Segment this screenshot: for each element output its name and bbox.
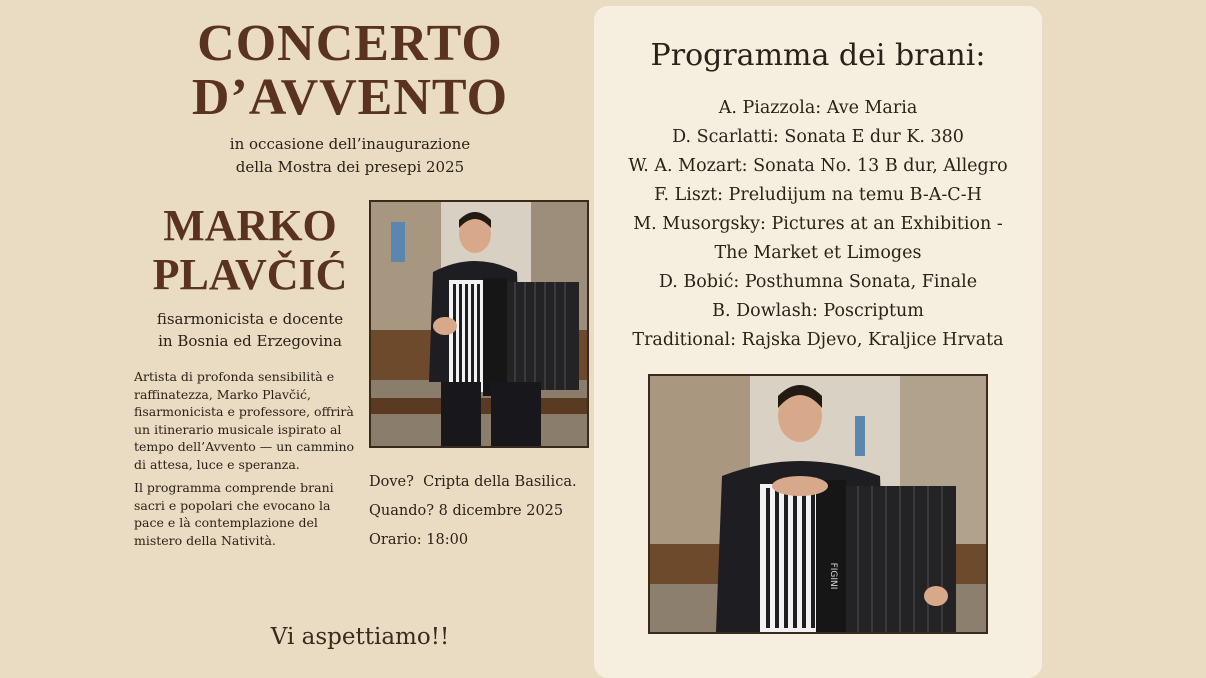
event-details [369, 468, 594, 555]
left-column [0, 0, 590, 678]
description-paragraph-2: Il programma comprende brani sacri e popolari che evocano la pace e là contemplazione del mistero della Natività. [134, 480, 334, 548]
time-value: 18:00 [426, 532, 469, 548]
artist-photo-large-illustration [650, 376, 986, 632]
program-item: M. Musorgsky: Pictures at an Exhibition - [633, 214, 1003, 234]
where-label: Dove? [369, 474, 414, 490]
program-item: A. Piazzola: Ave Maria [718, 98, 918, 118]
artist-role-line2: in Bosnia ed Erzegovina [158, 332, 342, 350]
artist-last-name: PLAVČIĆ [152, 250, 348, 299]
program-item: The Market et Limoges [714, 243, 922, 263]
description-paragraph-1: Artista di profonda sensibilità e raffinatezza, Marko Plavčić, fisarmonicista e professore, offrirà un itinerario musicale ispirato al tempo dell’Avvento — un cammino di attesa, luce e speranza. [134, 369, 355, 472]
when-value: 8 dicembre 2025 [438, 503, 564, 519]
artist-description [134, 368, 362, 555]
program-item: W. A. Mozart: Sonata No. 13 B dur, Allegro [628, 156, 1008, 176]
artist-role [120, 308, 380, 352]
artist-first-name: MARKO [163, 201, 337, 250]
where-row [369, 468, 594, 497]
artist-photo-large [648, 374, 988, 634]
program-item: B. Dowlash: Poscriptum [712, 301, 924, 321]
program-title: Programma dei brani: [650, 38, 986, 73]
concert-subtitle [150, 133, 550, 179]
subtitle-line2: della Mostra dei presepi 2025 [235, 158, 465, 176]
artist-photo-small-illustration [371, 202, 587, 446]
when-row [369, 497, 594, 526]
when-label: Quando? [369, 503, 434, 519]
program-list [594, 94, 1042, 355]
concert-title-line2: D’AVVENTO [191, 69, 509, 126]
program-item: Traditional: Rajska Djevo, Kraljice Hrvata [632, 330, 1004, 350]
closing-message: Vi aspettiamo!! [270, 624, 450, 650]
program-item: D. Scarlatti: Sonata E dur K. 380 [672, 127, 964, 147]
program-item: D. Bobić: Posthumna Sonata, Finale [658, 272, 978, 292]
accordion-brand-label: FIGINI [828, 562, 838, 590]
time-label: Orario: [369, 532, 422, 548]
time-row [369, 526, 594, 555]
artist-photo-small [369, 200, 589, 448]
concert-title-line1: CONCERTO [197, 15, 503, 72]
subtitle-line1: in occasione dell’inaugurazione [229, 135, 471, 153]
artist-role-line1: fisarmonicista e docente [156, 310, 344, 328]
program-item: F. Liszt: Preludijum na temu B-A-C-H [654, 185, 982, 205]
where-value: Cripta della Basilica. [423, 474, 577, 490]
